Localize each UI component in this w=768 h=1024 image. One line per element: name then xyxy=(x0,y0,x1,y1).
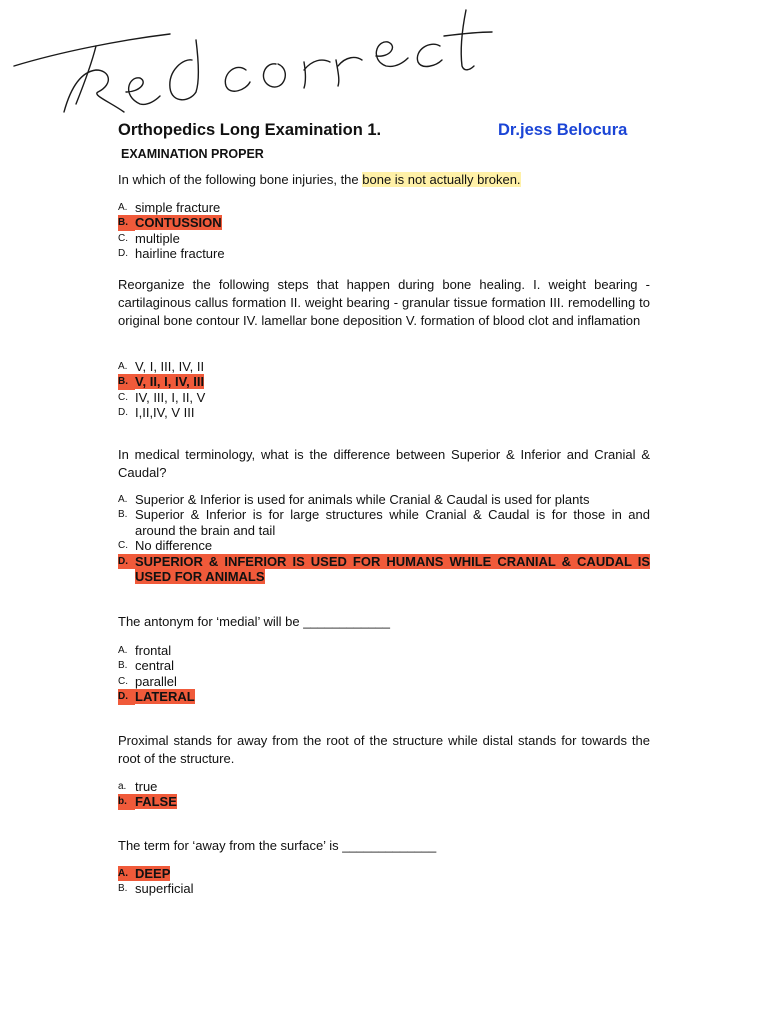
option xyxy=(118,779,650,794)
option-letter: A. xyxy=(118,202,128,213)
option-text: hairline fracture xyxy=(135,246,225,262)
option-letter: B. xyxy=(118,374,135,389)
option-text: DEEP xyxy=(135,866,171,881)
question-3-options xyxy=(118,492,650,584)
question-6-options xyxy=(118,866,650,897)
question-6: The term for ‘away from the surface’ is _____________ xyxy=(118,838,437,853)
question-2-options xyxy=(118,359,650,421)
section-subtitle: EXAMINATION PROPER xyxy=(121,147,264,161)
handwritten-note xyxy=(0,0,768,125)
option-letter: D. xyxy=(118,554,135,569)
option-correct xyxy=(118,866,650,881)
option-letter: C. xyxy=(118,232,128,244)
option-text: simple fracture xyxy=(135,200,221,215)
option-text: LATERAL xyxy=(135,689,195,705)
option-text: superficial xyxy=(135,881,194,897)
question-1-options xyxy=(118,200,650,262)
option xyxy=(118,200,650,215)
option-correct xyxy=(118,554,650,585)
option-correct xyxy=(118,215,650,230)
option xyxy=(118,881,650,896)
option-text: FALSE xyxy=(135,794,177,810)
option-text: Superior & Inferior is used for animals while Cranial & Caudal is used for plants xyxy=(135,492,590,507)
option-letter: C. xyxy=(118,675,128,687)
question-3: In medical terminology, what is the difference between Superior & Inferior and Cranial & Caudal? xyxy=(118,447,650,480)
option-correct xyxy=(118,374,650,389)
question-stem: In which of the following bone injuries, the xyxy=(118,172,363,187)
option xyxy=(118,390,650,405)
option-text: parallel xyxy=(135,673,177,689)
exam-page xyxy=(118,121,650,163)
option-text: multiple xyxy=(135,230,180,246)
option xyxy=(118,538,650,553)
option-letter: D. xyxy=(118,407,128,419)
author-name: Dr.jess Belocura xyxy=(498,121,628,139)
option-letter: A. xyxy=(118,361,128,372)
option-text: I,II,IV, V III xyxy=(135,405,195,421)
option-letter: B. xyxy=(118,215,135,230)
option xyxy=(118,492,650,507)
option xyxy=(118,405,650,420)
option-text: V, I, III, IV, II xyxy=(135,359,205,374)
option-letter: a. xyxy=(118,781,127,792)
option-letter: C. xyxy=(118,540,128,552)
option xyxy=(118,246,650,261)
option xyxy=(118,231,650,246)
option-correct xyxy=(118,794,650,809)
option-text: central xyxy=(135,658,175,674)
option-text: IV, III, I, II, V xyxy=(135,389,206,405)
option xyxy=(118,658,650,673)
option xyxy=(118,674,650,689)
option-text: SUPERIOR & INFERIOR IS USED FOR HUMANS WHILE CRANIAL & CAUDAL IS USED FOR ANIMALS xyxy=(135,553,650,585)
header xyxy=(118,121,650,145)
option-letter: A. xyxy=(118,494,128,505)
option-correct xyxy=(118,689,650,704)
option-letter: A. xyxy=(118,866,135,881)
highlighted-phrase: bone is not actually broken. xyxy=(362,172,521,187)
option-text: No difference xyxy=(135,538,213,554)
option xyxy=(118,643,650,658)
option-text: Superior & Inferior is for large structures while Cranial & Caudal is for those in and around the brain and tail xyxy=(135,507,650,538)
option-letter: A. xyxy=(118,645,128,656)
option-letter: D. xyxy=(118,689,135,704)
question-1 xyxy=(118,171,650,189)
question-4-options xyxy=(118,643,650,705)
question-5: Proximal stands for away from the root of the structure while distal stands for towards the root of the structure. xyxy=(118,733,650,766)
question-5-options xyxy=(118,779,650,810)
option-letter: C. xyxy=(118,391,128,403)
option-text: frontal xyxy=(135,643,172,658)
option xyxy=(118,359,650,374)
option-letter: B. xyxy=(118,509,128,521)
option-text: V, II, I, IV, III xyxy=(135,374,205,390)
question-2: Reorganize the following steps that happen during bone healing. I. weight bearing - cartilaginous callus formation II. weight bearing - granular tissue formation III. remodelling to original bone contour IV. lamellar bone deposition V. formation of blood clot and inflamation xyxy=(118,277,650,328)
option-letter: B. xyxy=(118,883,128,895)
option-letter: b. xyxy=(118,794,135,809)
option-text: CONTUSSION xyxy=(135,215,222,231)
option xyxy=(118,507,650,538)
exam-title: Orthopedics Long Examination 1. xyxy=(118,121,382,139)
question-4: The antonym for ‘medial’ will be ____________ xyxy=(118,614,390,629)
option-letter: B. xyxy=(118,660,128,672)
option-letter: D. xyxy=(118,248,128,260)
option-text: true xyxy=(135,779,158,794)
